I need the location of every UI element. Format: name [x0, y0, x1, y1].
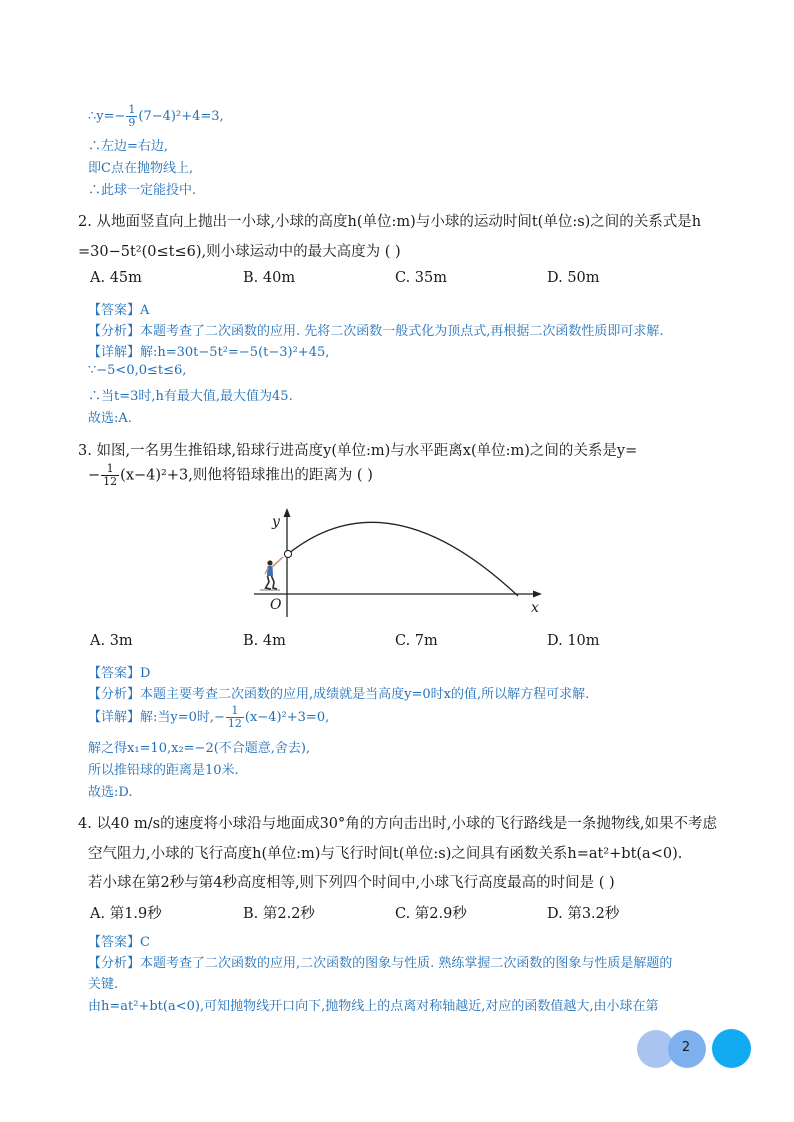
ball-start-point: [284, 550, 291, 557]
q3-analysis: 【分析】本题主要考查二次函数的应用,成绩就是当高度y=0时x的值,所以解方程可求解.: [88, 687, 590, 702]
q4-option-b: B. 第2.2秒: [243, 906, 315, 922]
q2-option-a: A. 45m: [90, 270, 142, 286]
page-decoration-circle-3: [712, 1029, 751, 1068]
q2-option-c: C. 35m: [395, 270, 447, 286]
q3-detail-line-1: 【详解】解:当y=0时,− $\frac{1}{12}$ (x−4)²+3=0,: [88, 704, 330, 730]
q2-analysis: 【分析】本题考查了二次函数的应用. 先将二次函数一般式化为顶点式,再根据二次函数性质即可求解.: [88, 324, 664, 339]
q2-detail-line-4: 故选:A.: [88, 411, 132, 426]
q4-detail-line-1: 由h=at²+bt(a<0),可知抛物线开口向下,抛物线上的点离对称轴越近,对应的函数值越大,由小球在第: [88, 999, 659, 1014]
prev-solution-line-4: ∴此球一定能投中.: [88, 183, 197, 198]
q4-stem-line-1: 4. 以40 m/s的速度将小球沿与地面成30°角的方向击出时,小球的飞行路线是一条抛物线,如果不考虑: [78, 816, 717, 832]
q3-stem-line-2: − $\frac{1}{12}$ (x−4)²+3,则他将铅球推出的距离为 ( ): [88, 462, 373, 488]
y-axis-label: y: [272, 514, 280, 530]
q2-detail-line-2: ∵−5<0,0≤t≤6,: [88, 363, 187, 378]
athlete-figure: [260, 557, 283, 590]
q3-detail-line-4: 故选:D.: [88, 785, 133, 800]
q4-analysis-line-2: 关键.: [88, 977, 119, 992]
q3-stem-line-1: 3. 如图,一名男生推铅球,铅球行进高度y(单位:m)与水平距离x(单位:m)之间的关系是y=: [78, 443, 638, 459]
origin-label: O: [270, 597, 282, 613]
prev-solution-line-2: ∴左边=右边,: [88, 139, 169, 154]
fraction: $\frac{1}{9}$: [128, 103, 136, 129]
q4-stem-line-3: 若小球在第2秒与第4秒高度相等,则下列四个时间中,小球飞行高度最高的时间是 ( ): [88, 875, 615, 891]
q4-option-c: C. 第2.9秒: [395, 906, 467, 922]
q3-option-c: C. 7m: [395, 633, 438, 649]
q2-detail-line-3: ∴当t=3时,h有最大值,最大值为45.: [88, 389, 293, 404]
x-axis-label: x: [531, 600, 539, 616]
q2-option-d: D. 50m: [547, 270, 600, 286]
q3-option-a: A. 3m: [90, 633, 133, 649]
prev-solution-line-1: ∴y=− $\frac{1}{9}$ (7−4)²+4=3,: [88, 103, 224, 129]
x-axis-arrow-icon: [533, 591, 542, 598]
q4-option-d: D. 第3.2秒: [547, 906, 620, 922]
page-number: 2: [681, 1040, 691, 1055]
q2-detail-line-1: 【详解】解:h=30t−5t²=−5(t−3)²+45,: [88, 345, 330, 360]
prev-solution-line-3: 即C点在抛物线上,: [88, 161, 194, 176]
shot-put-figure: [250, 502, 550, 620]
q4-answer: 【答案】C: [88, 935, 150, 950]
q4-option-a: A. 第1.9秒: [90, 906, 162, 922]
q2-stem-line-2: =30−5t²(0≤t≤6),则小球运动中的最大高度为 ( ): [78, 244, 401, 260]
q2-option-b: B. 40m: [243, 270, 296, 286]
q3-option-d: D. 10m: [547, 633, 600, 649]
q2-stem-line-1: 2. 从地面竖直向上抛出一小球,小球的高度h(单位:m)与小球的运动时间t(单位:s)之间的关系式是h: [78, 214, 702, 230]
trajectory-parabola: [288, 522, 518, 596]
y-axis-arrow-icon: [284, 508, 291, 517]
fraction: $\frac{1}{12}$: [227, 704, 242, 730]
fraction: $\frac{1}{12}$: [103, 462, 118, 488]
q3-detail-line-2: 解之得x₁=10,x₂=−2(不合题意,舍去),: [88, 741, 311, 756]
q3-option-b: B. 4m: [243, 633, 286, 649]
q3-detail-line-3: 所以推铅球的距离是10米.: [88, 763, 239, 778]
q4-stem-line-2: 空气阻力,小球的飞行高度h(单位:m)与飞行时间t(单位:s)之间具有函数关系h=at²+bt(a<0).: [88, 846, 683, 862]
q3-answer: 【答案】D: [88, 666, 151, 681]
q2-answer: 【答案】A: [88, 303, 150, 318]
q4-analysis-line-1: 【分析】本题考查了二次函数的应用,二次函数的图象与性质. 熟练掌握二次函数的图象与性质是解题的: [88, 956, 673, 971]
